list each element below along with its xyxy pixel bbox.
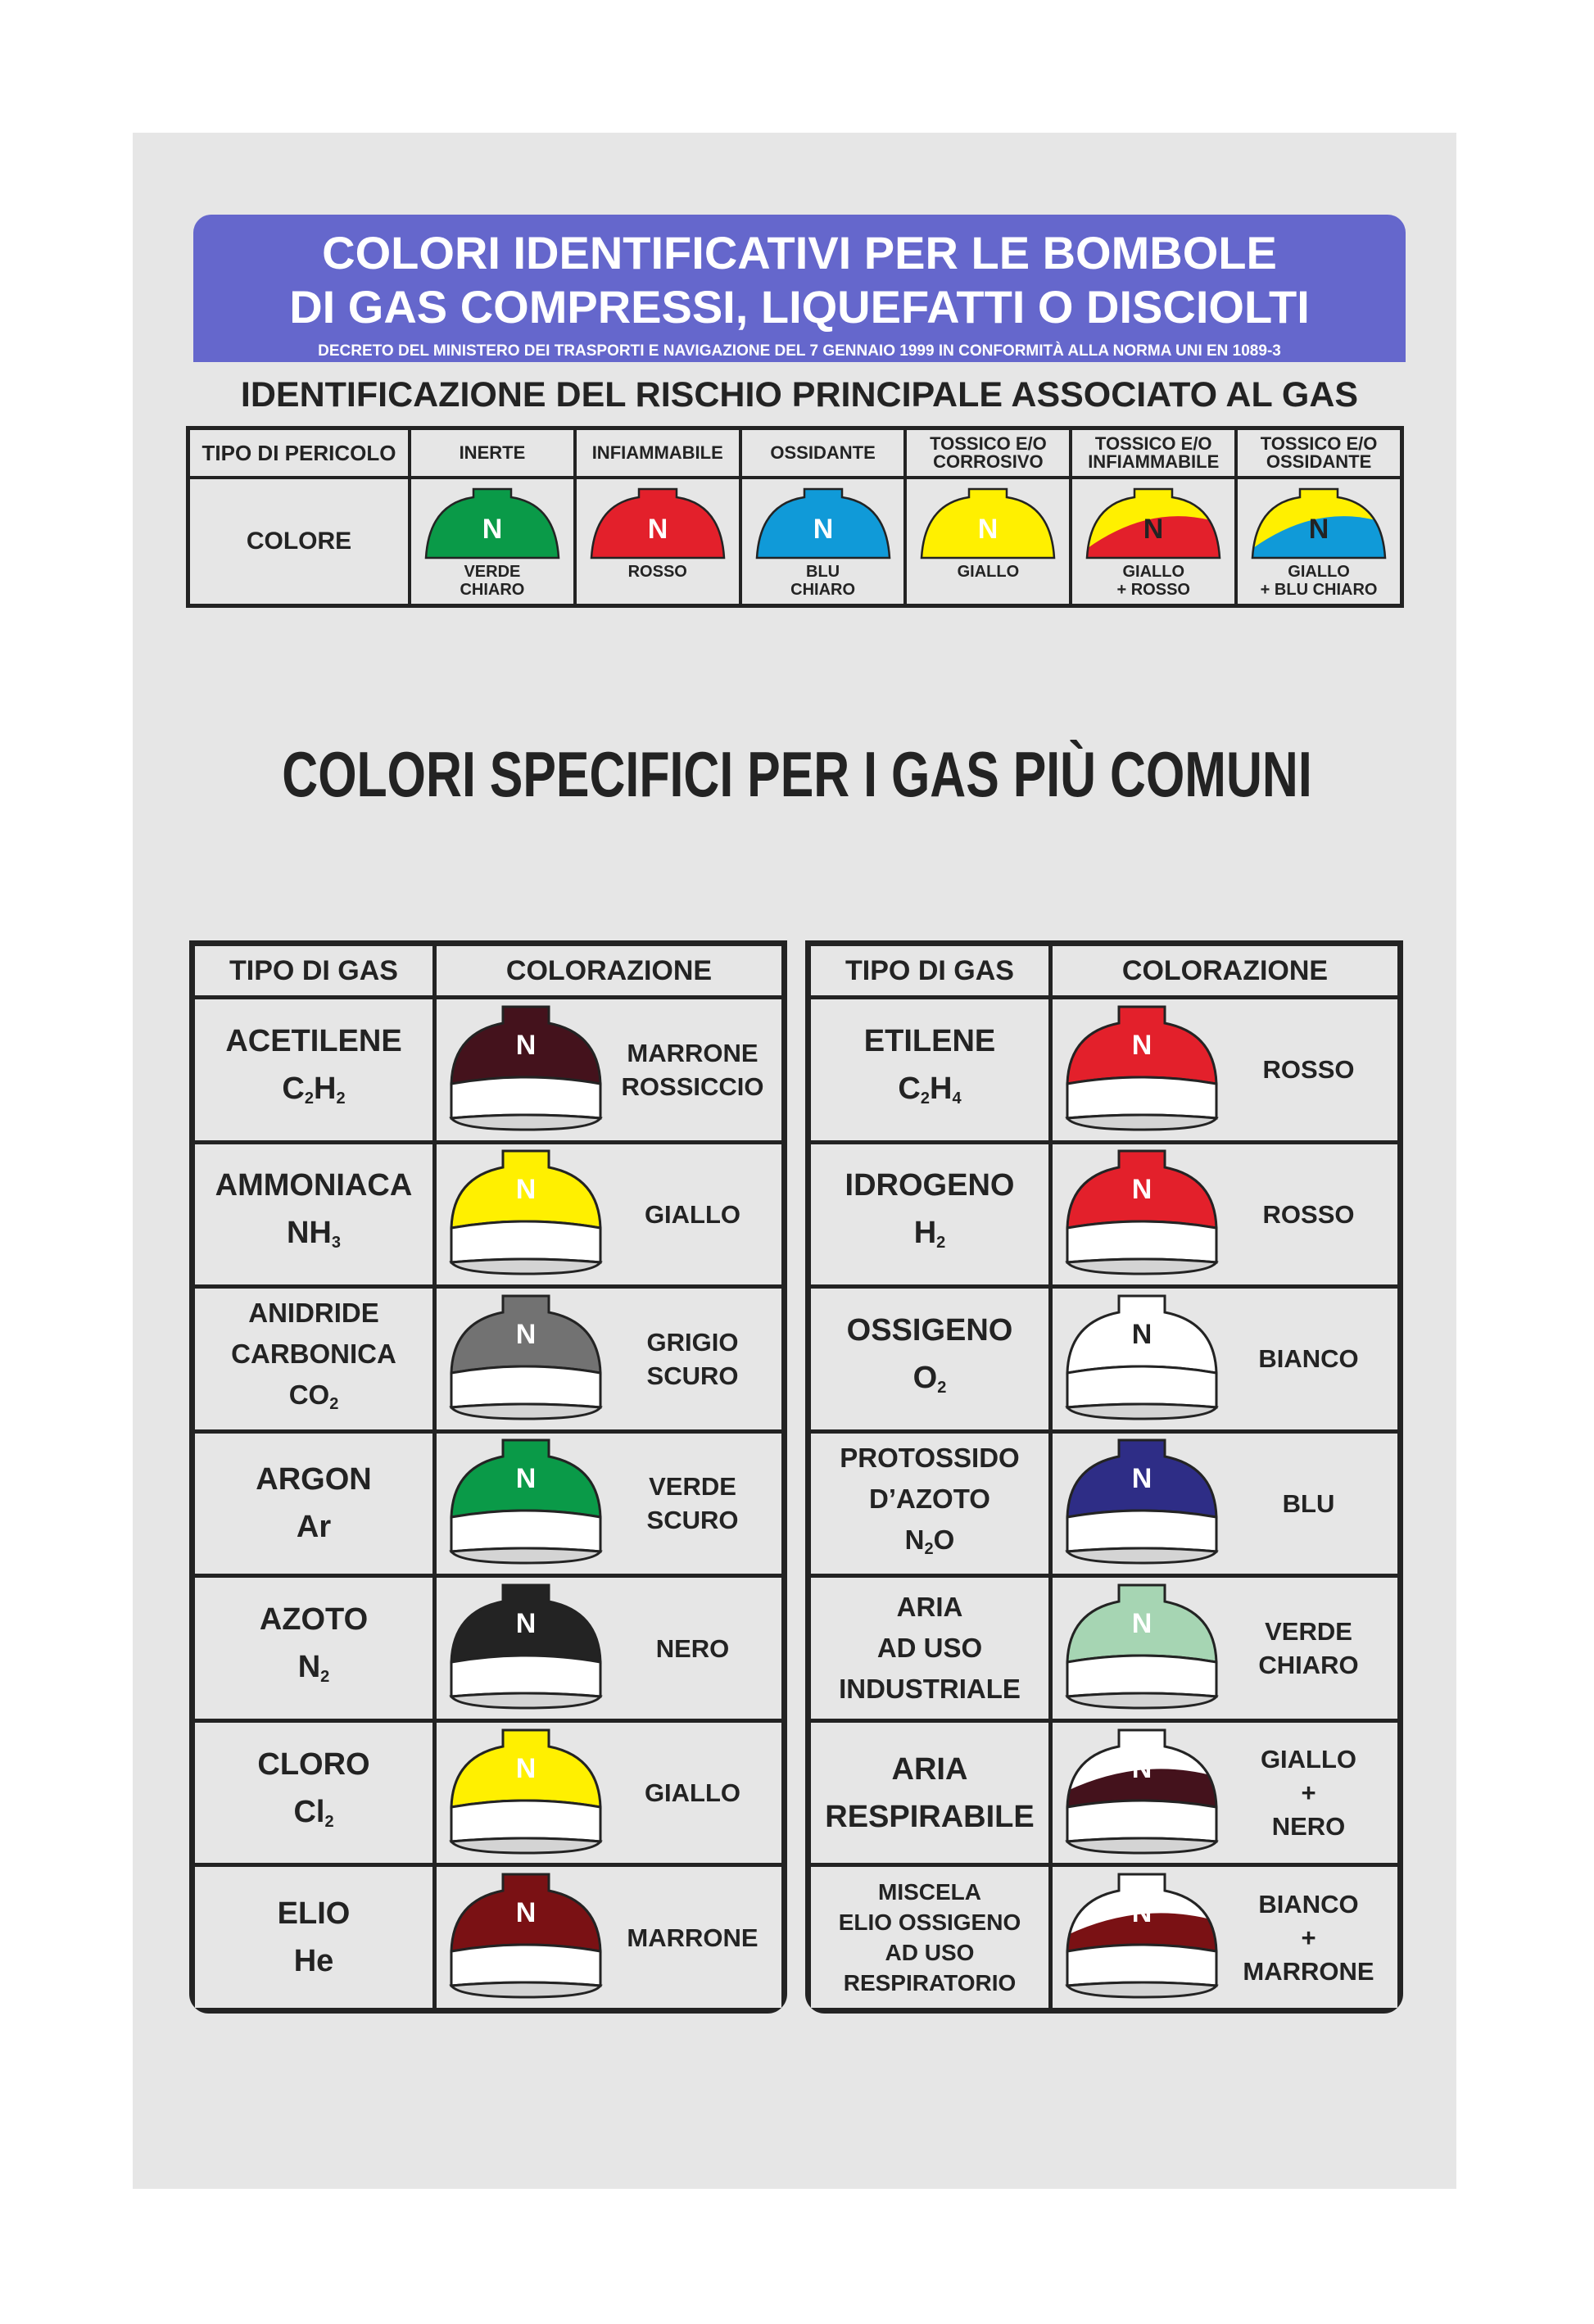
formula-part: O [933,1524,955,1555]
gas-color-name [604,1776,781,1810]
gas-name-cell [811,999,1048,1140]
formula-part: He [293,1944,334,1979]
color-name-line: MARRONE [627,1923,759,1952]
hazard-cylinder-icon [920,486,1056,561]
gas-name-line: RESPIRATORIO [843,1970,1017,1996]
gas-color-cell [437,1867,781,2008]
gas-name-line: ARGON [256,1462,372,1497]
color-name-line: ROSSICCIO [621,1071,764,1101]
gas-formula [294,1937,334,1985]
formula-part: Cl [293,1794,325,1829]
gas-color-name [604,1921,781,1955]
gas-cylinder-icon [448,1149,604,1279]
formula-subscript: 3 [331,1234,341,1253]
gas-cylinder-icon [448,1294,604,1424]
cylinder-letter: N [813,514,833,545]
gas-formula [289,1375,339,1425]
row-label-hazard-type: TIPO DI PERICOLO [190,430,408,476]
gas-color-name [1220,1342,1397,1375]
hazard-cylinder-icon [590,486,726,561]
color-name-line: BIANCO [1258,1889,1359,1919]
gas-color-name [604,1325,781,1393]
gas-name-line: CARBONICA [231,1339,396,1370]
formula-part: Ar [296,1510,332,1545]
gas-name-cell [811,1144,1048,1285]
gas-name-cell [195,1723,432,1864]
gas-formula [914,1209,946,1266]
hazard-color-5 [1072,479,1234,604]
gas-cylinder-icon [1064,1728,1220,1858]
caption-line: BLU [806,563,840,581]
gas-color-cell [1053,1723,1397,1864]
hazard-color-6 [1238,479,1400,604]
cylinder-letter: N [1131,1318,1152,1350]
hazard-type-3 [742,430,904,476]
gas-name-line: OSSIGENO [846,1312,1013,1348]
gas-cylinder-icon [448,1583,604,1713]
gas-name-line: IDROGENO [845,1168,1015,1203]
gas-table-left [189,940,787,2014]
col-header-gas-type: TIPO DI GAS [195,946,432,995]
gas-name-line: ARIA [896,1592,963,1623]
formula-part: H [913,1216,937,1251]
hazard-cylinder-icon [1085,486,1221,561]
formula-subscript: 2 [324,1812,334,1831]
gas-color-name [1220,1887,1397,1988]
row-label-color: COLORE [190,479,408,604]
cylinder-letter: N [1143,514,1164,545]
color-name-line: BLU [1282,1488,1335,1518]
gas-color-cell [437,999,781,1140]
gas-color-cell [437,1144,781,1285]
caption-line: + ROSSO [1116,581,1190,599]
cylinder-letter: N [1131,1752,1152,1784]
color-name-line: ROSSO [1262,1199,1355,1229]
hazard-color-2 [577,479,739,604]
hazard-color-caption [790,563,855,599]
gas-formula [297,1503,331,1551]
gas-name-cell [811,1723,1048,1864]
hazard-type-5 [1072,430,1234,476]
color-name-line: MARRONE [1243,1956,1374,1986]
gas-name-cell [195,1289,432,1429]
decree-subtitle: DECRETO DEL MINISTERO DEI TRASPORTI E NAVIGAZIONE DEL 7 GENNAIO 1999 IN CONFORMITÀ ALLA NORMA UNI EN 1089-3 [318,342,1281,360]
gas-name-line: RESPIRABILE [825,1799,1035,1834]
cylinder-letter: N [515,1463,537,1495]
hazard-type-1 [411,430,573,476]
formula-subscript: 2 [320,1668,330,1687]
hazard-label-line: INFIAMMABILE [1088,451,1220,472]
caption-line: GIALLO [1122,563,1185,581]
cylinder-letter: N [1131,1608,1152,1640]
gas-name-cell [195,1434,432,1574]
gas-color-name [1220,1198,1397,1231]
cylinder-letter: N [1131,1897,1152,1929]
gas-name-line: ANIDRIDE [248,1298,379,1329]
gas-section-title: COLORI SPECIFICI PER I GAS PIÙ COMUNI [282,738,1312,810]
cylinder-letter: N [1131,1463,1152,1495]
risk-table [186,426,1404,608]
gas-cylinder-icon [448,1438,604,1568]
gas-name-cell [195,999,432,1140]
hazard-label-line: INFIAMMABILE [591,442,723,463]
main-title-line2: DI GAS COMPRESSI, LIQUEFATTI O DISCIOLTI [289,281,1310,333]
gas-color-cell [437,1578,781,1719]
gas-cylinder-icon [448,1005,604,1135]
hazard-color-3 [742,479,904,604]
gas-table-right [805,940,1403,2014]
color-name-line: SCURO [646,1506,739,1535]
gas-cylinder-icon [1064,1149,1220,1279]
cylinder-letter: N [515,1752,537,1784]
formula-part: H [314,1071,337,1106]
gas-color-cell [437,1723,781,1864]
formula-subscript: 2 [304,1089,314,1108]
color-name-line: VERDE [649,1472,736,1502]
gas-formula [293,1788,333,1846]
gas-name-cell [811,1434,1048,1574]
hazard-type-6 [1238,430,1400,476]
hazard-label-line: TOSSICO E/O [930,433,1047,454]
formula-part: N [297,1650,321,1685]
color-name-line: + [1301,1778,1316,1808]
formula-subscript: 2 [924,1539,934,1558]
gas-cylinder-icon [1064,1583,1220,1713]
main-title-line1: COLORI IDENTIFICATIVI PER LE BOMBOLE [322,227,1277,279]
cylinder-letter: N [647,514,668,545]
formula-part: C [898,1071,921,1106]
gas-formula [913,1354,947,1411]
gas-name-line: CLORO [257,1746,370,1782]
cylinder-letter: N [515,1897,537,1929]
hazard-cylinder-icon [1251,486,1387,561]
color-name-line: SCURO [646,1361,739,1390]
hazard-cylinder-icon [755,486,891,561]
hazard-label-line: OSSIDANTE [1266,451,1372,472]
gas-name-line: AD USO [876,1633,983,1664]
gas-formula [898,1065,961,1122]
hazard-label-line: INERTE [459,442,526,463]
gas-name-line: ARIA [891,1751,968,1787]
col-header-coloring: COLORAZIONE [1053,946,1397,995]
gas-name-line: INDUSTRIALE [839,1674,1021,1705]
gas-cylinder-icon [1064,1873,1220,2002]
gas-name-line: ELIO OSSIGENO [838,1909,1021,1936]
caption-line: GIALLO [1288,563,1350,581]
hazard-color-caption [460,563,524,599]
formula-part: CO [288,1379,330,1411]
hazard-label-line: TOSSICO E/O [1260,433,1378,454]
caption-line: + BLU CHIARO [1260,581,1378,599]
cylinder-letter: N [978,514,999,545]
caption-line: CHIARO [460,581,525,599]
header-banner [193,215,1406,362]
caption-line: VERDE [464,563,521,581]
gas-cylinder-icon [1064,1294,1220,1424]
gas-cylinder-icon [1064,1438,1220,1568]
hazard-color-caption [1117,563,1190,599]
cylinder-letter: N [1308,514,1329,545]
gas-formula [282,1065,345,1122]
gas-color-name [604,1036,781,1103]
gas-color-name [604,1470,781,1537]
gas-name-line: ETILENE [863,1023,996,1058]
gas-color-cell [1053,1289,1397,1429]
gas-name-cell [811,1289,1048,1429]
formula-part: O [912,1360,938,1395]
hazard-color-1 [411,479,573,604]
gas-name-line: ELIO [277,1896,351,1932]
gas-color-name [604,1198,781,1231]
gas-color-cell [1053,1434,1397,1574]
color-name-line: BIANCO [1258,1344,1359,1374]
gas-name-cell [195,1867,432,2008]
gas-name-cell [811,1867,1048,2008]
hazard-type-2 [577,430,739,476]
formula-subscript: 2 [336,1089,346,1108]
gas-name-line: AZOTO [259,1602,369,1638]
cylinder-letter: N [515,1608,537,1640]
gas-name-line: AMMONIACA [215,1168,413,1203]
formula-subscript: 2 [329,1395,339,1414]
caption-line: ROSSO [627,563,687,581]
formula-part: C [282,1071,305,1106]
col-header-coloring: COLORAZIONE [437,946,781,995]
color-name-line: GRIGIO [646,1327,739,1357]
gas-name-line: AD USO [885,1940,975,1966]
gas-color-cell [437,1434,781,1574]
hazard-color-caption [628,563,687,581]
hazard-color-caption [958,563,1020,581]
gas-color-name [1220,1615,1397,1682]
hazard-cylinder-icon [424,486,560,561]
hazard-label-line: CORROSIVO [933,451,1044,472]
gas-cylinder-icon [448,1728,604,1858]
gas-name-line: ACETILENE [225,1023,402,1058]
caption-line: CHIARO [790,581,856,599]
gas-color-name [604,1632,781,1665]
formula-subscript: 2 [920,1089,930,1108]
cylinder-letter: N [515,1029,537,1061]
gas-color-cell [1053,1144,1397,1285]
color-name-line: + [1301,1923,1316,1952]
hazard-color-caption [1261,563,1378,599]
hazard-label-line: TOSSICO E/O [1094,433,1212,454]
gas-name-line: MISCELA [878,1879,981,1905]
gas-cylinder-icon [448,1873,604,2002]
color-name-line: GIALLO [1260,1745,1357,1774]
gas-name-cell [195,1144,432,1285]
gas-name-cell [811,1578,1048,1719]
gas-color-cell [1053,999,1397,1140]
hazard-type-4 [907,430,1069,476]
cylinder-letter: N [482,514,503,545]
gas-color-name [1220,1053,1397,1086]
color-name-line: NERO [1271,1812,1346,1842]
gas-color-cell [1053,1867,1397,2008]
cylinder-letter: N [1131,1029,1152,1061]
color-name-line: NERO [655,1633,730,1663]
cylinder-letter: N [1131,1174,1152,1206]
gas-name-cell [195,1578,432,1719]
hazard-label-line: OSSIDANTE [770,442,876,463]
gas-color-cell [437,1289,781,1429]
color-name-line: VERDE [1265,1617,1352,1647]
color-name-line: ROSSO [1262,1055,1355,1085]
caption-line: GIALLO [957,563,1020,581]
gas-formula [905,1520,955,1570]
formula-subscript: 4 [952,1089,962,1108]
color-name-line: GIALLO [644,1778,741,1808]
gas-formula [298,1643,330,1701]
gas-color-cell [1053,1578,1397,1719]
formula-subscript: 2 [937,1378,947,1397]
gas-name-line: D’AZOTO [869,1483,990,1514]
risk-section-title: IDENTIFICAZIONE DEL RISCHIO PRINCIPALE ASSOCIATO AL GAS [240,375,1359,415]
hazard-color-4 [907,479,1069,604]
color-name-line: CHIARO [1258,1651,1359,1680]
gas-cylinder-icon [1064,1005,1220,1135]
color-name-line: MARRONE [627,1038,759,1067]
gas-name-line: PROTOSSIDO [840,1442,1020,1473]
formula-part: N [904,1524,925,1555]
cylinder-letter: N [515,1174,537,1206]
formula-part: H [930,1071,953,1106]
gas-formula [287,1209,341,1266]
color-name-line: GIALLO [644,1199,741,1229]
gas-color-name [1220,1742,1397,1843]
formula-part: NH [286,1216,332,1251]
col-header-gas-type: TIPO DI GAS [811,946,1048,995]
cylinder-letter: N [515,1318,537,1350]
formula-subscript: 2 [936,1234,946,1253]
gas-color-name [1220,1487,1397,1520]
